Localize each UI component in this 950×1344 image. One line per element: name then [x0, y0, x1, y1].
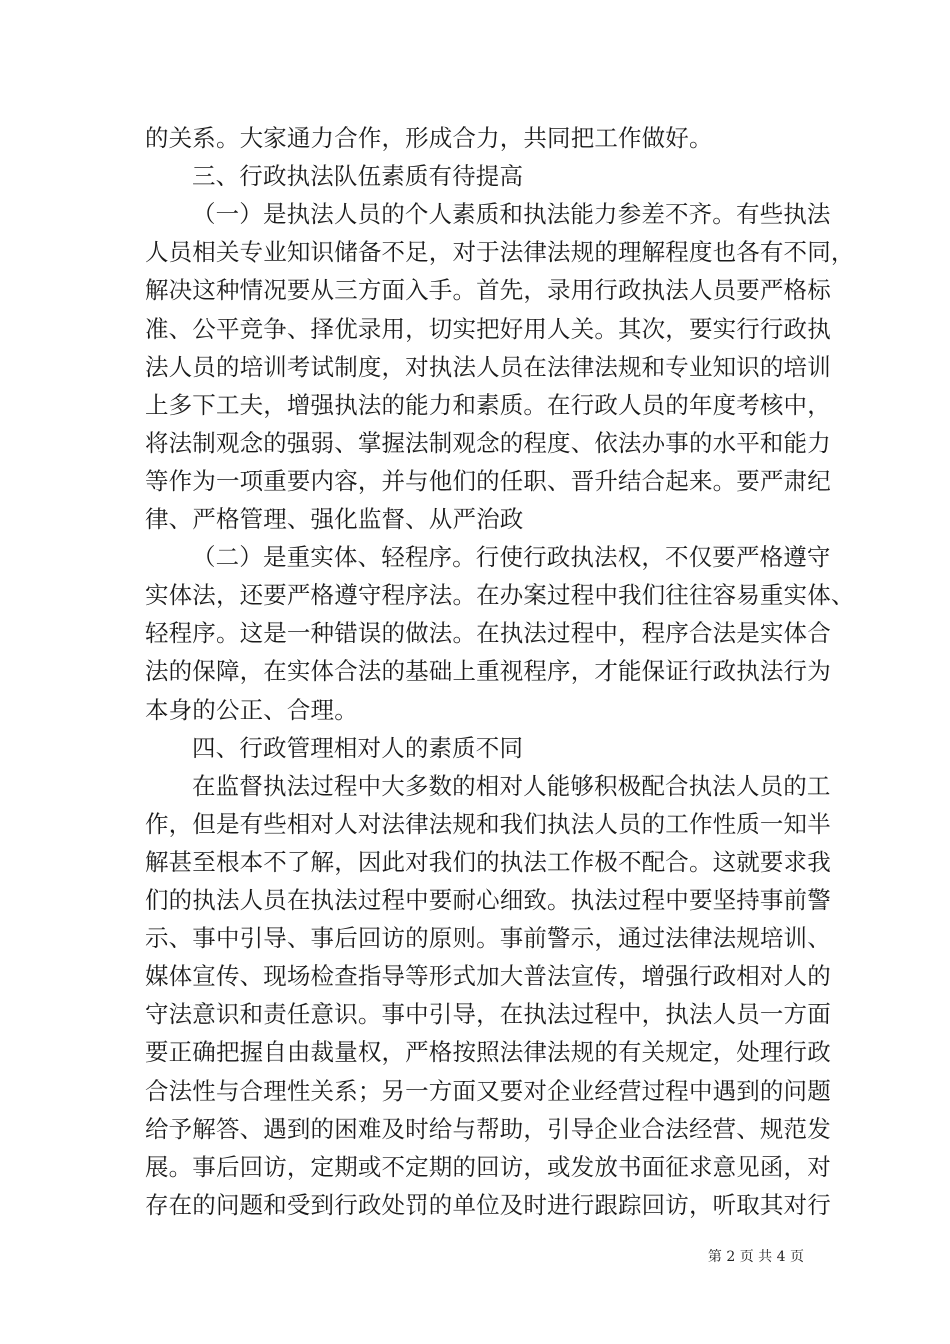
text-line: 法人员的培训考试制度，对执法人员在法律法规和专业知识的培训 — [145, 352, 831, 381]
text-line: 们的执法人员在执法过程中要耐心细致。执法过程中要坚持事前警 — [145, 886, 831, 914]
text-line: 合法性与合理性关系；另一方面又要对企业经营过程中遇到的问题 — [145, 1076, 831, 1105]
text-line: 实体法，还要严格遵守程序法。在办案过程中我们往往容易重实体、 — [145, 581, 855, 610]
text-line: 的关系。大家通力合作，形成合力，共同把工作做好。 — [145, 124, 713, 152]
text-line: 三、行政执法队伍素质有待提高 — [192, 162, 524, 191]
text-line: 解决这种情况要从三方面入手。首先，录用行政执法人员要严格标 — [145, 276, 831, 305]
text-line: 展。事后回访，定期或不定期的回访，或发放书面征求意见函，对 — [145, 1152, 831, 1181]
text-line: 律、严格管理、强化监督、从严治政 — [145, 505, 524, 533]
text-line: 准、公平竞争、择优录用，切实把好用人关。其次，要实行行政执 — [145, 314, 831, 343]
text-line: 作，但是有些相对人对法律法规和我们执法人员的工作性质一知半 — [145, 809, 831, 838]
text-line: 媒体宣传、现场检查指导等形式加大普法宣传，增强行政相对人的 — [145, 962, 831, 991]
text-line: 解甚至根本不了解，因此对我们的执法工作极不配合。这就要求我 — [145, 847, 831, 876]
page-number-footer: 第 2 页 共 4 页 — [707, 1249, 804, 1265]
text-line: 四、行政管理相对人的素质不同 — [192, 733, 524, 762]
text-line: 要正确把握自由裁量权，严格按照法律法规的有关规定，处理行政 — [145, 1038, 831, 1067]
text-line: 法的保障，在实体合法的基础上重视程序，才能保证行政执法行为 — [145, 657, 831, 686]
text-line: 给予解答、遇到的困难及时给与帮助，引导企业合法经营、规范发 — [145, 1114, 831, 1143]
text-line: 将法制观念的强弱、掌握法制观念的程度、依法办事的水平和能力 — [145, 428, 831, 457]
text-line: 等作为一项重要内容，并与他们的任职、晋升结合起来。要严肃纪 — [145, 466, 831, 495]
text-line: 本身的公正、合理。 — [145, 695, 358, 724]
text-line: 轻程序。这是一种错误的做法。在执法过程中，程序合法是实体合 — [145, 619, 831, 648]
text-line: 上多下工夫，增强执法的能力和素质。在行政人员的年度考核中， — [145, 390, 831, 419]
text-line: 示、事中引导、事后回访的原则。事前警示，通过法律法规培训、 — [145, 924, 831, 953]
text-line: 在监督执法过程中大多数的相对人能够积极配合执法人员的工 — [192, 771, 831, 800]
text-line: 存在的问题和受到行政处罚的单位及时进行跟踪回访，听取其对行 — [145, 1190, 831, 1219]
text-line: （一）是执法人员的个人素质和执法能力参差不齐。有些执法 — [192, 200, 831, 229]
text-line: 人员相关专业知识储备不足，对于法律法规的理解程度也各有不同， — [145, 238, 855, 267]
text-line: 守法意识和责任意识。事中引导，在执法过程中，执法人员一方面 — [145, 1000, 831, 1029]
text-line: （二）是重实体、轻程序。行使行政执法权，不仅要严格遵守 — [192, 543, 831, 572]
